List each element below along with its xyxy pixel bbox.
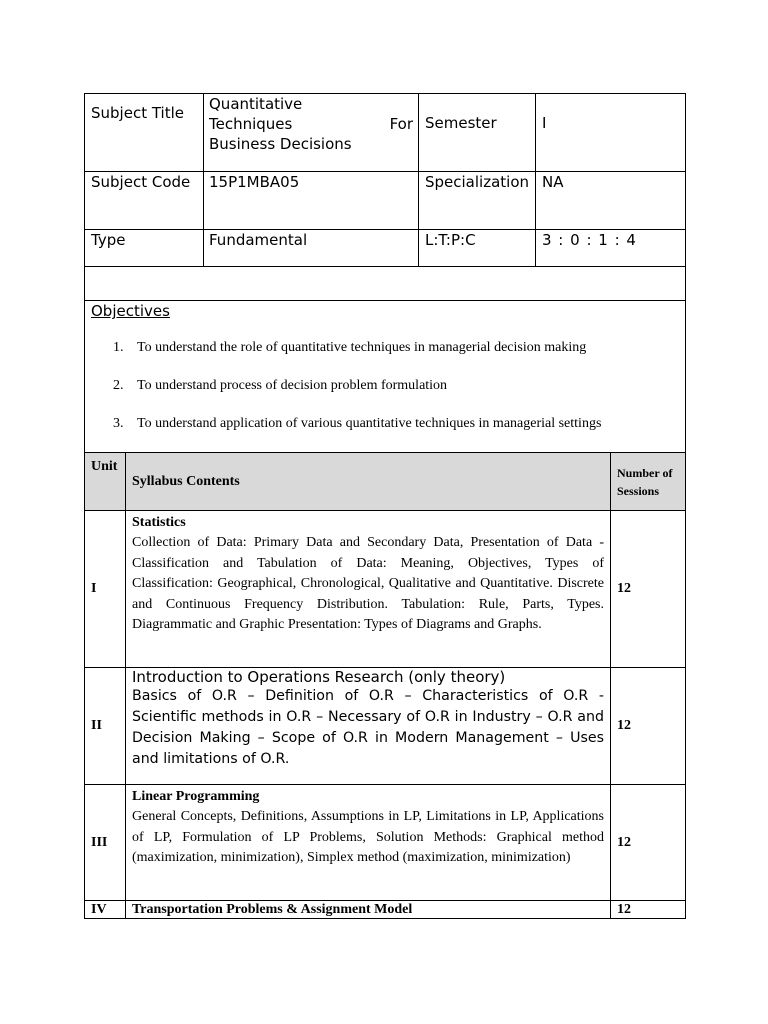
semester-label: Semester	[419, 94, 536, 172]
sessions-header: Number of Sessions	[611, 453, 686, 511]
syllabus-row	[85, 785, 686, 901]
objectives-list	[113, 339, 679, 433]
unit-header: Unit	[85, 453, 126, 511]
unit-number: IV	[85, 901, 126, 919]
syllabus-row	[85, 511, 686, 668]
objective-item: 1. To understand the role of quantitative techniques in managerial decision making	[113, 340, 587, 355]
subject-code-value: 15P1MBA05	[204, 172, 419, 230]
unit-body: General Concepts, Definitions, Assumptions in LP, Limitations in LP, Applications of LP, Formulation of LP Problems, Solution Methods: Graphical method (maximization, minimization), Simplex method (maximization, minimization)	[132, 809, 604, 866]
objective-item: 2. To understand process of decision problem formulation	[113, 378, 448, 393]
objectives-section	[85, 301, 686, 453]
semester-value: I	[536, 94, 686, 172]
spacer-row	[85, 267, 686, 301]
unit-body: Collection of Data: Primary Data and Secondary Data, Presentation of Data - Classification and Tabulation of Data: Meaning, Objectives, Types of Classification: Geographical, Chronological, Qualitative and Quantitative. Discrete and Continuous Frequency Distribution. Tabulation: Rule, Parts, Types. Diagrammatic and Graphic Presentation: Types of Diagrams and Graphs.	[132, 535, 604, 633]
unit-number: II	[85, 668, 126, 785]
unit-title: Statistics	[132, 515, 186, 530]
subject-code-label: Subject Code	[85, 172, 204, 230]
session-count: 12	[611, 785, 686, 901]
unit-title: Introduction to Operations Research (only theory)	[132, 668, 506, 686]
type-label: Type	[85, 230, 204, 267]
specialization-label: Specialization	[419, 172, 536, 230]
type-value: Fundamental	[204, 230, 419, 267]
syllabus-table	[84, 452, 686, 919]
syllabus-row	[85, 668, 686, 785]
session-count: 12	[611, 901, 686, 919]
unit-title: Transportation Problems & Assignment Model	[132, 901, 413, 917]
unit-number: III	[85, 785, 126, 901]
ltpc-label: L:T:P:C	[419, 230, 536, 267]
session-count: 12	[611, 511, 686, 668]
subject-title-value: Quantitative Techniques For Business Decisions	[204, 94, 419, 172]
unit-number: I	[85, 511, 126, 668]
subject-title-label: Subject Title	[85, 94, 204, 172]
session-count: 12	[611, 668, 686, 785]
syllabus-row	[85, 901, 686, 919]
objectives-heading: Objectives	[91, 302, 170, 320]
objective-item: 3. To understand application of various quantitative techniques in managerial settings	[113, 416, 602, 431]
unit-body: Basics of O.R – Definition of O.R – Characteristics of O.R - Scientific methods in O.R – Necessary of O.R in Industry – O.R and Decision Making – Scope of O.R in Modern Management – Uses and limitations of O.R.	[132, 688, 604, 767]
subject-info-table	[84, 93, 686, 453]
ltpc-value: 3 : 0 : 1 : 4	[536, 230, 686, 267]
unit-title: Linear Programming	[132, 789, 260, 804]
specialization-value: NA	[536, 172, 686, 230]
contents-header: Syllabus Contents	[126, 453, 611, 511]
